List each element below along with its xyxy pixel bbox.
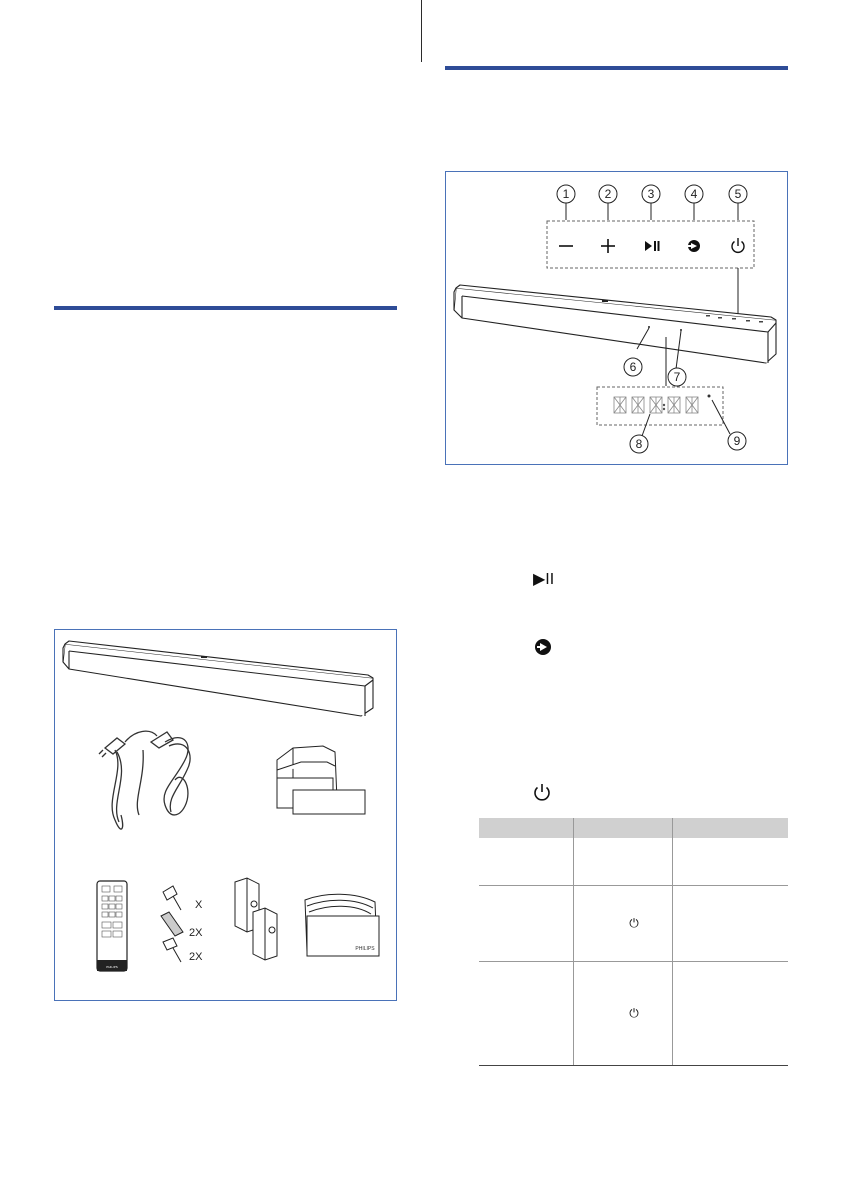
screw-icon <box>163 938 181 962</box>
box-contents-illustration <box>55 630 395 999</box>
table-header-cell <box>574 818 673 838</box>
box-contents-figure <box>54 629 397 1001</box>
callout-1: 1 <box>562 187 570 201</box>
table-row <box>479 885 788 961</box>
callout-8: 8 <box>635 437 643 451</box>
screw-count: 2X <box>189 951 203 963</box>
play-pause-icon <box>645 241 660 251</box>
section-rule-left <box>54 306 397 310</box>
table-cell <box>673 838 789 885</box>
callout-3: 3 <box>647 187 655 201</box>
documents-icon <box>277 746 365 814</box>
callout-9: 9 <box>733 434 741 448</box>
play-pause-symbol: ▶II <box>533 571 555 588</box>
table-cell <box>574 838 673 885</box>
callout-5: 5 <box>734 187 742 201</box>
remote-control-icon <box>97 881 127 971</box>
section-rule-right <box>445 66 788 70</box>
callout-2: 2 <box>604 187 612 201</box>
soundbar-overview-illustration <box>446 172 786 463</box>
table-header-cell <box>673 818 789 838</box>
table-cell <box>479 961 574 1065</box>
callout-7: 7 <box>673 370 681 384</box>
source-symbol-icon <box>533 637 553 657</box>
table-cell <box>673 961 789 1065</box>
callout-6: 6 <box>629 360 637 374</box>
soundbar-icon <box>63 641 373 716</box>
wall-bracket-icon <box>235 878 277 960</box>
wall-plug-count: 2X <box>189 927 203 939</box>
power-cable-icon <box>99 731 190 829</box>
column-divider <box>421 0 422 62</box>
table-cell <box>479 838 574 885</box>
callout-4: 4 <box>690 187 698 201</box>
power-icon: ⏻ <box>574 961 673 1065</box>
power-icon: ⏻ <box>574 885 673 961</box>
display-panel <box>614 397 698 413</box>
booklet-brand-label: PHILIPS <box>355 946 375 952</box>
screw-count: X <box>195 899 203 911</box>
power-icon <box>732 238 744 252</box>
table-cell <box>673 885 789 961</box>
table-row <box>479 961 788 1065</box>
wall-plug-icon <box>161 912 183 936</box>
soundbar-body <box>454 285 776 363</box>
screw-icon <box>163 886 181 910</box>
table-cell <box>479 885 574 961</box>
status-table <box>479 818 788 1066</box>
remote-brand-label: PHILIPS <box>106 965 118 969</box>
source-icon <box>688 240 700 252</box>
volume-up-icon <box>601 239 615 253</box>
table-header-row <box>479 818 788 838</box>
table-row <box>479 838 788 885</box>
soundbar-overview-figure <box>445 171 788 465</box>
power-symbol-icon <box>532 782 552 802</box>
table-header-cell <box>479 818 574 838</box>
